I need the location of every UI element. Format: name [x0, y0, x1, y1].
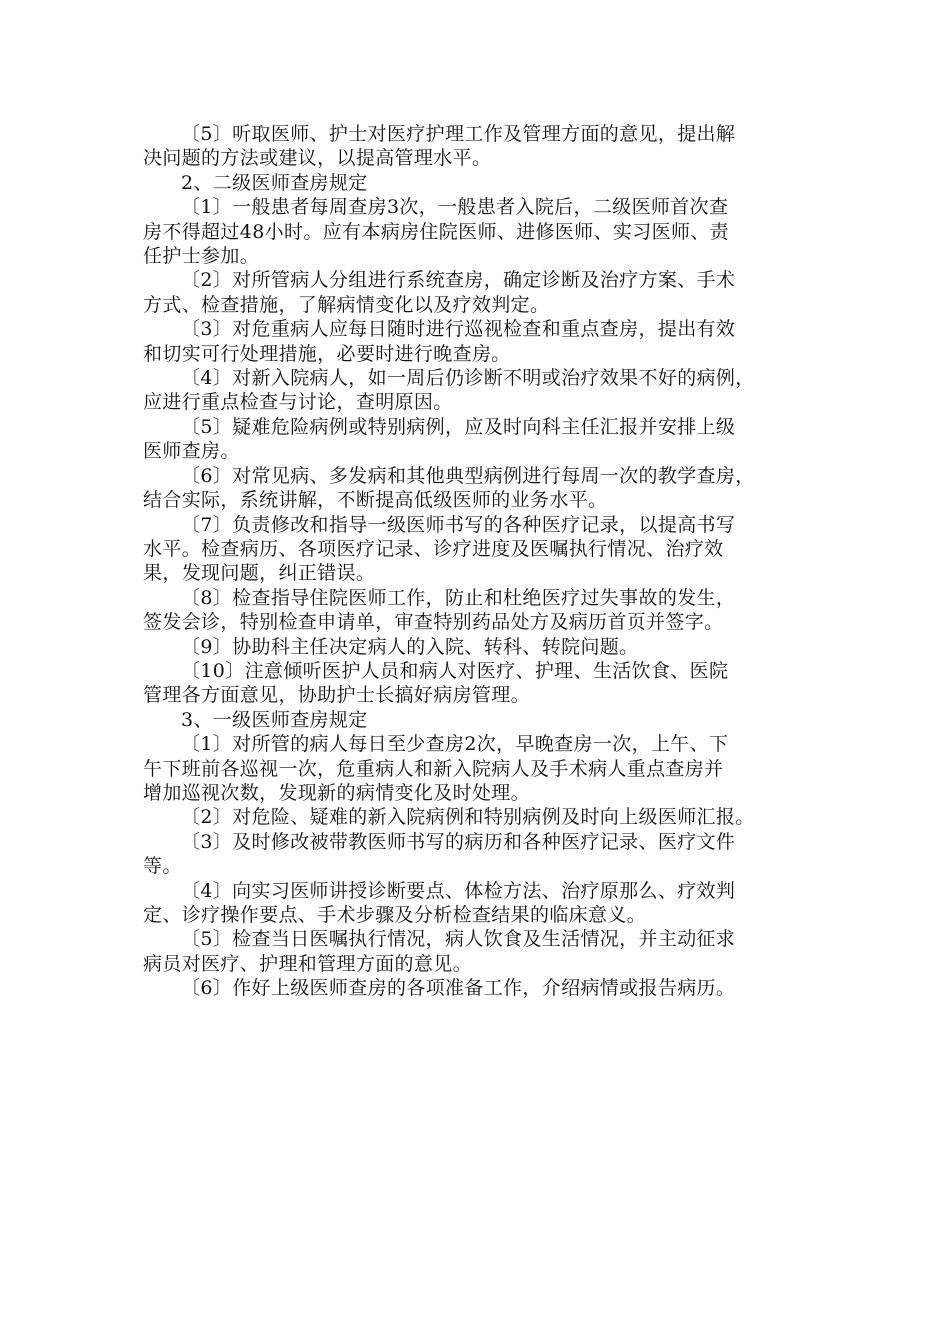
text-line: 2、二级医师查房规定 [181, 171, 368, 194]
text-line: 定、诊疗操作要点、手术步骤及分析检查结果的临床意义。 [143, 904, 647, 926]
text-line: 应进行重点检查与讨论，查明原因。 [143, 391, 453, 414]
text-line: 〔5〕听取医师、护士对医疗护理工作及管理方面的意见，提出解 [181, 123, 736, 145]
text-line: 医师查房。 [143, 440, 240, 463]
paragraph [143, 366, 813, 415]
text-line: 〔1〕对所管的病人每日至少查房2次，早晚查房一次，上午、下 [181, 733, 729, 756]
text-line: 3、一级医师查房规定 [181, 708, 368, 731]
text-line: 〔8〕检查指导住院医师工作，防止和杜绝医疗过失事故的发生， [181, 586, 736, 609]
text-line: 管理各方面意见，协助护士长搞好病房管理。 [143, 684, 531, 707]
paragraph [143, 659, 813, 708]
paragraph [143, 513, 813, 586]
text-line: 午下班前各巡视一次，危重病人和新入院病人及手术病人重点查房并 [143, 757, 724, 780]
text-line: 〔3〕及时修改被带教医师书写的病历和各种医疗记录、医疗文件 [181, 830, 736, 853]
paragraph [143, 464, 813, 513]
paragraph [143, 122, 813, 171]
text-line: 〔2〕对所管病人分组进行系统查房，确定诊断及治疗方案、手术 [181, 269, 736, 292]
text-line: 〔7〕负责修改和指导一级医师书写的各种医疗记录，以提高书写 [181, 513, 736, 536]
text-line: 〔2〕对危险、疑难的新入院病例和特别病例及时向上级医师汇报。 [181, 806, 755, 829]
text-line: 病员对医疗、护理和管理方面的意见。 [143, 952, 472, 975]
text-line: 〔1〕一般患者每周查房3次，一般患者入院后，二级医师首次查 [181, 196, 729, 219]
paragraph [143, 805, 813, 829]
paragraph [143, 317, 813, 366]
text-line: 签发会诊，特别检查申请单，审查特别药品处方及病历首页并签字。 [143, 611, 724, 634]
text-line: 〔4〕对新入院病人，如一周后仍诊断不明或治疗效果不好的病例， [181, 367, 755, 390]
text-line: 等。 [143, 855, 182, 878]
text-line: 〔9〕协助科主任决定病人的入院、转科、转院问题。 [181, 635, 639, 658]
paragraph [143, 976, 813, 1000]
paragraph [143, 879, 813, 928]
text-line: 〔5〕检查当日医嘱执行情况，病人饮食及生活情况，并主动征求 [181, 928, 736, 951]
section-heading [143, 708, 813, 732]
text-line: 〔4〕向实习医师讲授诊断要点、体检方法、治疗原那么、疗效判 [181, 879, 736, 902]
text-line: 果，发现问题，纠正错误。 [143, 562, 376, 585]
text-line: 〔6〕作好上级医师查房的各项准备工作，介绍病情或报告病历。 [181, 977, 736, 1000]
text-line: 〔6〕对常见病、多发病和其他典型病例进行每周一次的教学查房， [181, 464, 755, 487]
text-line: 决问题的方法或建议，以提高管理水平。 [143, 147, 492, 170]
text-line: 和切实可行处理措施，必要时进行晚查房。 [143, 342, 511, 365]
text-line: 〔3〕对危重病人应每日随时进行巡视检查和重点查房，提出有效 [181, 318, 736, 341]
section-heading [143, 171, 813, 195]
paragraph [143, 635, 813, 659]
paragraph [143, 268, 813, 317]
text-line: 增加巡视次数，发现新的病情变化及时处理。 [143, 781, 531, 804]
text-line: 〔10〕注意倾听医护人员和病人对医疗、护理、生活饮食、医院 [181, 659, 729, 682]
paragraph [143, 732, 813, 805]
paragraph [143, 415, 813, 464]
paragraph [143, 195, 813, 268]
paragraph [143, 586, 813, 635]
text-line: 方式、检查措施，了解病情变化以及疗效判定。 [143, 293, 550, 316]
paragraph [143, 830, 813, 879]
text-line: 房不得超过48小时。应有本病房住院医师、进修医师、实习医师、责 [143, 220, 730, 243]
text-line: 任护士参加。 [143, 245, 260, 268]
document-page [143, 122, 813, 1001]
paragraph [143, 927, 813, 976]
text-line: 结合实际，系统讲解，不断提高低级医师的业务水平。 [143, 489, 608, 512]
text-line: 水平。检查病历、各项医疗记录、诊疗进度及医嘱执行情况、治疗效 [143, 537, 724, 560]
text-line: 〔5〕疑难危险病例或特别病例，应及时向科主任汇报并安排上级 [181, 415, 736, 438]
